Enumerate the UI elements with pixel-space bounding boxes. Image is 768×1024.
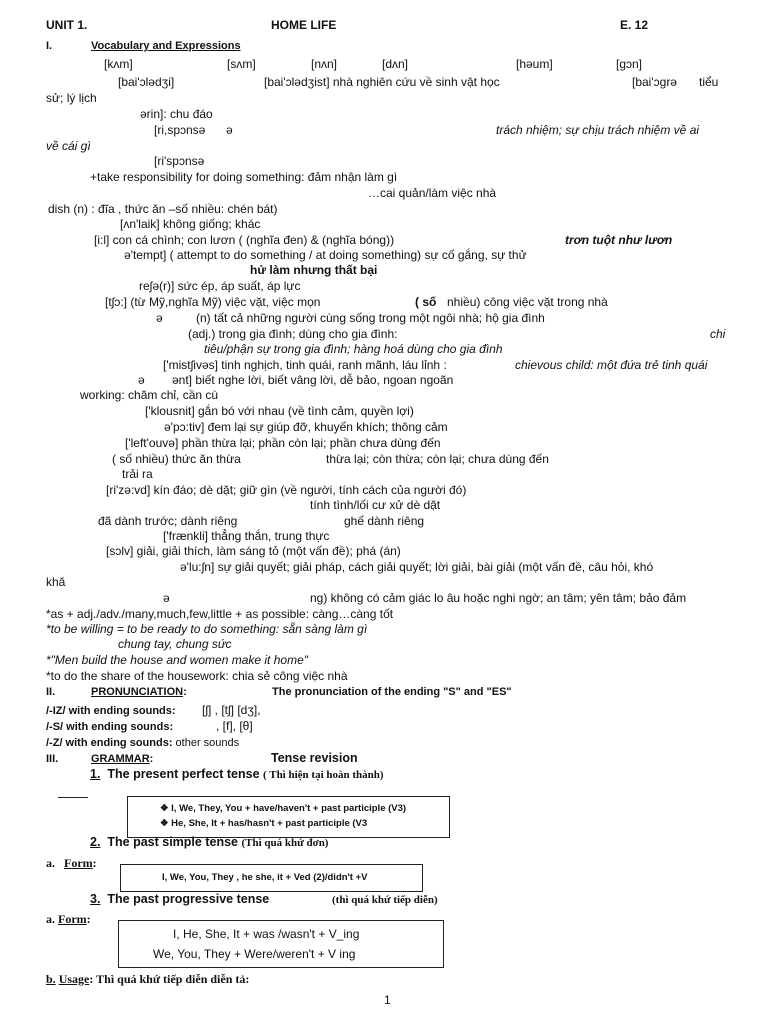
vocab-line: dish (n) : đĩa , thức ăn –số nhiều: chén bát): [48, 202, 278, 216]
vocab-line: ['frænkli] thẳng thắn, trung thực: [163, 529, 330, 543]
tense-2-heading: [90, 835, 328, 851]
tense-1-vn: ( Thì hiện tại hoàn thành): [263, 769, 384, 781]
z-row: [46, 736, 239, 751]
phonetic-item: [kʌm]: [104, 57, 133, 71]
z-label: /-Z/ with ending sounds:: [46, 737, 173, 749]
vocab-line: [ʌn'laik] không giống; khác: [120, 217, 261, 231]
vocab-line: ə: [138, 373, 145, 387]
tense-2-formula-box: [120, 864, 423, 892]
vocab-line: ə'pɔ:tiv] đem lại sự giúp đỡ, khuyến khích; thông cảm: [164, 420, 448, 434]
usage-line: [46, 972, 249, 987]
heading-colon: :: [149, 753, 154, 765]
usage-text: : Thì quá khứ tiếp diễn diễn tả:: [89, 972, 250, 986]
vocab-line: chi: [710, 327, 726, 341]
usage-letter: b.: [46, 972, 56, 986]
vocab-line: reʃə(r)] sức ép, áp suất, áp lực: [139, 279, 301, 293]
vocab-line: [tʃɔ:] (từ Mỹ,nghĩa Mỹ) việc vặt, việc mọn: [105, 295, 321, 309]
vocab-line: *to do the share of the housework: chia sẻ công việc nhà: [46, 669, 348, 683]
z-sounds: other sounds: [175, 737, 240, 749]
tense-3-title: The past progressive tense: [107, 892, 270, 906]
vocab-line: chung tay, chung sức: [118, 637, 232, 651]
usage-word: Usage: [58, 972, 90, 986]
iz-label: /-IZ/ with ending sounds:: [46, 705, 176, 717]
phonetic-item: [nʌn]: [311, 57, 338, 71]
section-2-number: II.: [46, 686, 56, 698]
tense-1-title: The present perfect tense: [107, 767, 260, 781]
section-1-title: Vocabulary and Expressions: [91, 40, 241, 52]
unit-title: HOME LIFE: [271, 18, 337, 32]
vocab-line: ['mistʃivəs] tinh nghịch, tinh quái, ranh mãnh, láu lỉnh :: [163, 358, 447, 372]
section-2-subtitle: The pronunciation of the ending "S" and "ES": [272, 686, 512, 698]
vocab-line: [ri,spɔnsə: [154, 123, 206, 137]
vocab-line: trải ra: [122, 467, 153, 481]
vocab-line: [ri'spɔnsə: [154, 154, 205, 168]
tense-2-title: The past simple tense: [107, 835, 238, 849]
formula-line: I, We, You, They , he she, it + Ved (2)/didn't +V: [162, 872, 368, 883]
vocab-line: [bai'ɔlədʒi]: [118, 75, 175, 89]
section-3-title: [91, 752, 153, 767]
vocab-line: hử làm nhưng thất bại: [250, 263, 378, 277]
section-3-subtitle: Tense revision: [271, 751, 358, 765]
tense-2-vn: (Thì quá khứ đơn): [241, 837, 329, 849]
vocab-line: *"Men build the house and women make it home": [46, 653, 309, 667]
vocab-line: [bai'ɔlədʒist] nhà nghiên cứu về sinh vật học: [264, 75, 500, 89]
section-1-number: I.: [46, 40, 53, 52]
vocab-line: khă: [46, 575, 66, 589]
vocab-line: ə: [226, 123, 233, 137]
vocab-line: *to be willing = to be ready to do something: sẵn sàng làm gì: [46, 622, 368, 636]
phonetic-item: [sʌm]: [227, 57, 256, 71]
tense-1-heading: [90, 767, 384, 783]
tense-2-number: 2.: [90, 835, 101, 849]
form-word: Form: [64, 856, 93, 870]
vocab-line: tính tình/lối cư xử dè dặt: [310, 498, 441, 512]
s-label: /-S/ with ending sounds:: [46, 721, 174, 733]
vocab-line: ['left'ouvə] phần thừa lại; phần còn lại; phần chưa dùng đến: [125, 436, 441, 450]
heading-colon: :: [183, 686, 187, 698]
vocab-line: ə'tempt] ( attempt to do something / at doing something) sự cố gắng, sự thử: [124, 248, 527, 262]
tense-3-number: 3.: [90, 892, 101, 906]
tense-3-formula-box: [118, 920, 444, 968]
pronunciation-heading: PRONUNCIATION: [91, 686, 184, 698]
tense-3-heading: [90, 892, 269, 907]
section-3-number: III.: [46, 753, 59, 765]
tense-2-form-label: a. Form:: [46, 856, 97, 870]
vocab-line: ə: [156, 311, 163, 325]
page-number: 1: [384, 993, 391, 1007]
form-letter: a.: [46, 912, 55, 926]
s-sounds: , [f], [θ]: [216, 719, 253, 733]
vocab-line: nhiều) công việc vặt trong nhà: [447, 295, 608, 309]
vocab-line: ( số nhiều) thức ăn thừa: [112, 452, 241, 466]
vocab-line: thừa lại; còn thừa; còn lại; chưa dùng đến: [326, 452, 549, 466]
unit-label: UNIT 1.: [46, 18, 88, 32]
vocab-line: ['klousnit] gắn bó với nhau (về tình cảm, quyền lợi): [145, 404, 414, 418]
blank-line: [58, 797, 88, 798]
formula-line: ❖ I, We, They, You + have/haven't + past participle (V3): [160, 803, 407, 814]
vocab-line: ə'lu:ʃn] sự giải quyết; giải pháp, cách giải quyết; lời giải, bài giải (một vấn đề, câu hỏi, khó: [180, 560, 654, 574]
vocab-line: ( số: [415, 295, 437, 309]
vocab-line: sử; lý lịch: [46, 91, 97, 105]
phonetic-item: [həum]: [516, 57, 553, 71]
vocab-line: trơn tuột như lươn: [565, 233, 673, 247]
vocab-line: ənt] biết nghe lời, biết vâng lời, dễ bảo, ngoan ngoãn: [172, 373, 454, 387]
vocab-line: [i:l] con cá chình; con lươn ( (nghĩa đen) & (nghĩa bóng)): [94, 233, 395, 247]
tense-3-vn: (thì quá khứ tiếp diễn): [332, 894, 438, 906]
vocab-line: (n) tất cả những người cùng sống trong một ngôi nhà; hộ gia đình: [196, 311, 545, 325]
formula-line: I, He, She, It + was /wasn't + V_ing: [173, 927, 360, 941]
vocab-line: +take responsibility for doing something: đảm nhận làm gì: [90, 170, 398, 184]
section-2-title: [91, 685, 187, 700]
vocab-line: đã dành trước; dành riêng: [98, 514, 238, 528]
phonetic-item: [gɔn]: [616, 57, 643, 71]
vocab-line: (adj.) trong gia đình; dùng cho gia đình:: [188, 327, 398, 341]
vocab-line: ərin]: chu đáo: [140, 107, 213, 121]
tense-3-form-label: a. Form:: [46, 912, 91, 926]
formula-line: We, You, They + Were/weren't + V ing: [153, 947, 356, 961]
vocab-line: [ri'zə:vd] kín đáo; dè dặt; giữ gìn (về người, tính cách của người đó): [106, 483, 467, 497]
vocab-line: …cai quản/làm việc nhà: [368, 186, 497, 200]
form-letter: a.: [46, 856, 55, 870]
vocab-line: working: chăm chỉ, cần cù: [80, 388, 219, 402]
iz-sounds: [ʃ] , [tʃ] [dʒ],: [202, 703, 261, 717]
formula-line: ❖ He, She, It + has/hasn't + past participle (V3: [160, 818, 368, 829]
tense-1-number: 1.: [90, 767, 101, 781]
vocab-line: ng) không có cảm giác lo âu hoặc nghi ngờ; an tâm; yên tâm; bảo đảm: [310, 591, 687, 605]
vocab-line: *as + adj./adv./many,much,few,little + as possible: càng…càng tốt: [46, 607, 394, 621]
vocab-line: [sɔlv] giải, giải thích, làm sáng tỏ (một vấn đề); phá (án): [106, 544, 401, 558]
vocab-line: trách nhiệm; sự chịu trách nhiệm về ai: [496, 123, 700, 137]
vocab-line: tiêu/phận sự trong gia đình; hàng hoá dùng cho gia đình: [204, 342, 503, 356]
vocab-line: về cái gì: [46, 139, 91, 153]
vocab-line: chievous child: một đứa trẻ tinh quái: [515, 358, 708, 372]
form-word: Form: [58, 912, 87, 926]
vocab-line: tiểu: [699, 75, 719, 89]
vocab-line: ghế dành riêng: [344, 514, 425, 528]
vocab-line: [bai'ɔgrə: [632, 75, 677, 89]
phonetic-item: [dʌn]: [382, 57, 409, 71]
tense-1-formula-box: [127, 796, 450, 838]
grammar-heading: GRAMMAR: [91, 753, 150, 765]
grade-label: E. 12: [620, 18, 649, 32]
vocab-line: ə: [163, 591, 170, 605]
